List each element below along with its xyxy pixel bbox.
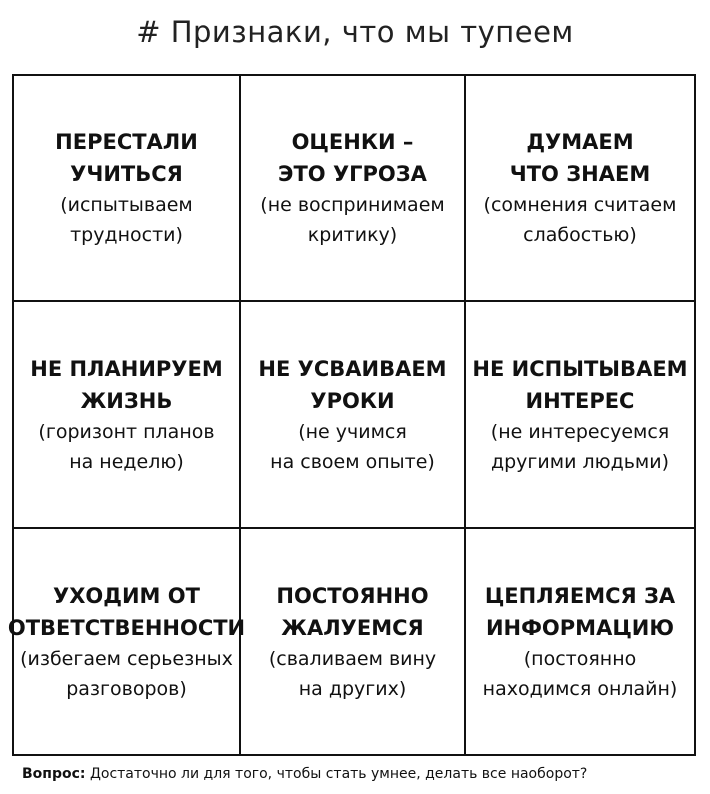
cell-heading: ОЦЕНКИ – ЭТО УГРОЗА xyxy=(278,130,427,186)
question-label: Вопрос: xyxy=(22,766,86,782)
cell-heading: НЕ УСВАИВАЕМ УРОКИ xyxy=(258,356,447,413)
signs-grid xyxy=(7,74,696,756)
grid-cell-complaining xyxy=(241,529,466,754)
grid-cell-no-life-planning xyxy=(14,302,241,529)
cell-heading: ЦЕПЛЯЕМСЯ ЗА ИНФОРМАЦИЮ xyxy=(484,583,676,640)
cell-heading: НЕ ИСПЫТЫВАЕМ ИНТЕРЕС xyxy=(472,356,688,413)
cell-explanation: (сомнения считаем слабостью) xyxy=(483,194,677,246)
grid-cell-no-interest xyxy=(466,302,694,529)
grid-cell-cling-to-information xyxy=(466,529,694,754)
cell-explanation: (горизонт планов на неделю) xyxy=(38,420,215,473)
grid-cell-no-lessons xyxy=(241,302,466,529)
cell-heading: ДУМАЕМ ЧТО ЗНАЕМ xyxy=(509,130,651,186)
cell-explanation: (не учимся на своем опыте) xyxy=(270,420,435,473)
cell-explanation: (не интересуемся другими людьми) xyxy=(490,420,670,473)
cell-explanation: (постоянно находимся онлайн) xyxy=(482,647,678,700)
question-footer xyxy=(22,764,587,784)
grid-cell-feedback-threat xyxy=(241,76,466,302)
grid-cell-stopped-learning xyxy=(14,76,241,302)
cell-heading: ПОСТОЯННО ЖАЛУЕМСЯ xyxy=(276,583,429,640)
cell-explanation: (испытываем трудности) xyxy=(60,194,193,246)
cell-explanation: (избегаем серьезных разговоров) xyxy=(20,647,233,700)
page-title: # Признаки, что мы тупеем xyxy=(136,15,574,49)
grid-cell-think-we-know xyxy=(466,76,694,302)
cell-heading: НЕ ПЛАНИРУЕМ ЖИЗНЬ xyxy=(30,356,223,413)
grid-cell-avoid-responsibility xyxy=(7,529,246,754)
question-text: Достаточно ли для того, чтобы стать умнее, делать все наоборот? xyxy=(85,766,588,782)
cell-explanation: (сваливаем вину на других) xyxy=(268,647,437,700)
cell-explanation: (не воспринимаем критику) xyxy=(260,194,445,246)
cell-heading: ПЕРЕСТАЛИ УЧИТЬСЯ xyxy=(55,130,198,186)
cell-heading: УХОДИМ ОТ ОТВЕТСТВЕННОСТИ xyxy=(7,583,246,640)
